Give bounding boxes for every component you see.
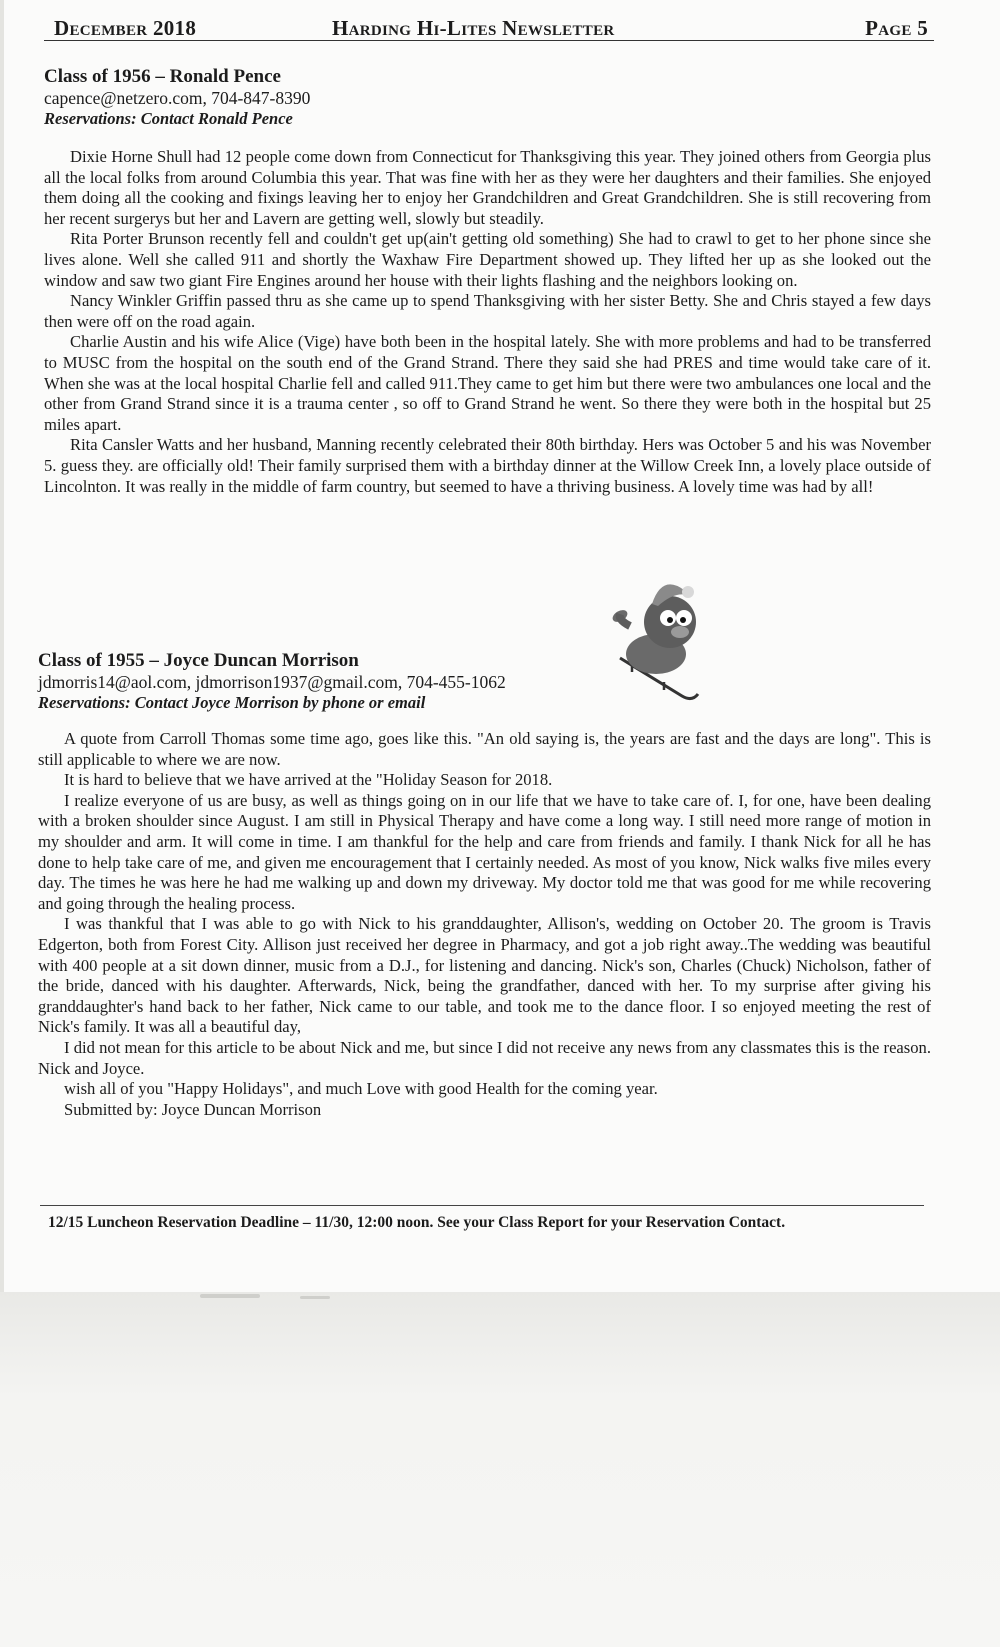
paragraph: Rita Cansler Watts and her husband, Manning recently celebrated their 80th birthday. Hers was October 5 and his was November 5. guess they. are officially old! Their family surprised them with a birthday dinner at the Willow Creek Inn, a lovely place outside of Lincolnton. It was really in the middle of farm country, but seemed to have a thriving business. A lovely time was had by all! xyxy=(44,435,931,496)
footer-reservation-notice: 12/15 Luncheon Reservation Deadline – 11/30, 12:00 noon. See your Class Report for your Reservation Contact. xyxy=(48,1214,786,1231)
section-contact: jdmorris14@aol.com, jdmorrison1937@gmail.com, 704-455-1062 xyxy=(38,672,506,692)
page-scuff xyxy=(200,1294,260,1298)
paragraph: It is hard to believe that we have arrived at the "Holiday Season for 2018. xyxy=(64,770,553,790)
page-scuff xyxy=(300,1296,330,1299)
paragraph: Rita Porter Brunson recently fell and couldn't get up(ain't getting old something) She had to crawl to get to her phone since she lives alone. Well she called 911 and shortly the Waxhaw Fire Department showed up. They lifted her up as she looked out the window and saw two giant Fire Engines around her house with their lights flashing and the neighbors looking on. xyxy=(44,229,931,290)
class-1955-section xyxy=(38,650,931,1120)
paragraph: I was thankful that I was able to go with Nick to his granddaughter, Allison's, wedding on October 20. The groom is Travis Edgerton, both from Forest City. Allison just received her degree in Pharmacy, and got a job right away..The wedding was beautiful with 400 people at a sit down dinner, music from a D.J., for listening and dancing. Nick's son, Charles (Chuck) Nicholson, father of the bride, danced with his daughter. Afterwards, Nick, being the grandfather, danced with her. To my surprise after giving his granddaughter's hand back to her father, Nick came to our table, and took me to the dance floor. I so enjoyed meeting the rest of Nick's family. It was all a beautiful day, xyxy=(38,914,931,1037)
submitted-by: Submitted by: Joyce Duncan Morrison xyxy=(64,1099,322,1119)
page-edge xyxy=(0,0,4,1292)
class-1956-section xyxy=(44,66,931,497)
paragraph: Dixie Horne Shull had 12 people come down from Connecticut for Thanksgiving this year. They joined others from Georgia plus all the local folks from around Columbia this year. That was fine with her as they were her daughters and their families. She enjoyed them doing all the cooking and fixings leaving her to enjoy her Grandchildren and Great Grandchildren. She is still recovering from her recent surgerys but her and Lavern are getting well, slowly but steadily. xyxy=(44,147,931,228)
page-header xyxy=(44,14,934,41)
section-title: Class of 1955 – Joyce Duncan Morrison xyxy=(38,650,359,671)
header-newsletter-title: Harding Hi-Lites Newsletter xyxy=(332,16,615,40)
section-reservations: Reservations: Contact Ronald Pence xyxy=(44,109,293,128)
section-title: Class of 1956 – Ronald Pence xyxy=(44,66,281,87)
section-reservations: Reservations: Contact Joyce Morrison by phone or email xyxy=(38,693,426,712)
header-date: December 2018 xyxy=(54,16,197,40)
paragraph: Charlie Austin and his wife Alice (Vige) have both been in the hospital lately. She with more problems and had to be transferred to MUSC from the hospital on the south end of the Grand Strand. There they said she had PRES and time would take care of it. When she was at the local hospital Charlie fell and called 911.They came to get him but there were two ambulances one local and the other from Grand Strand since it is a trauma center , so off to Grand Strand he went. So there they were both in the hospital but 25 miles apart. xyxy=(44,332,931,434)
section-body xyxy=(44,147,931,497)
footer-divider xyxy=(40,1205,924,1206)
section-contact: capence@netzero.com, 704-847-8390 xyxy=(44,88,311,108)
background-surface xyxy=(0,1292,1000,1647)
paragraph: I did not mean for this article to be about Nick and me, but since I did not receive any news from any classmates this is the reason. Nick and Joyce. xyxy=(38,1037,931,1078)
paragraph: Nancy Winkler Griffin passed thru as she came up to spend Thanksgiving with her sister Betty. She and Chris stayed a few days then were off on the road again. xyxy=(44,291,931,331)
paragraph: wish all of you "Happy Holidays", and much Love with good Health for the coming year. xyxy=(64,1079,658,1099)
paragraph: I realize everyone of us are busy, as well as things going on in our life that we have to take care of. I, for one, have been dealing with a broken shoulder since August. I am still in Physical Therapy and have come a long way. I still need more range of motion in my shoulder and arm. It will come in time. I am thankful for the help and care from friends and family. I thank Nick for all he has done to help take care of me, and given me encouragement that I certainly needed. As most of you know, Nick walks five miles every day. The times he was here he had me walking up and down my driveway. My doctor told me that was good for me while recovering and going through the healing process. xyxy=(38,790,931,913)
paragraph: A quote from Carroll Thomas some time ago, goes like this. "An old saying is, the years are fast and the days are long". This is still applicable to where we are now. xyxy=(38,729,931,769)
header-page-number: Page 5 xyxy=(865,16,928,40)
section-body xyxy=(38,729,931,1120)
